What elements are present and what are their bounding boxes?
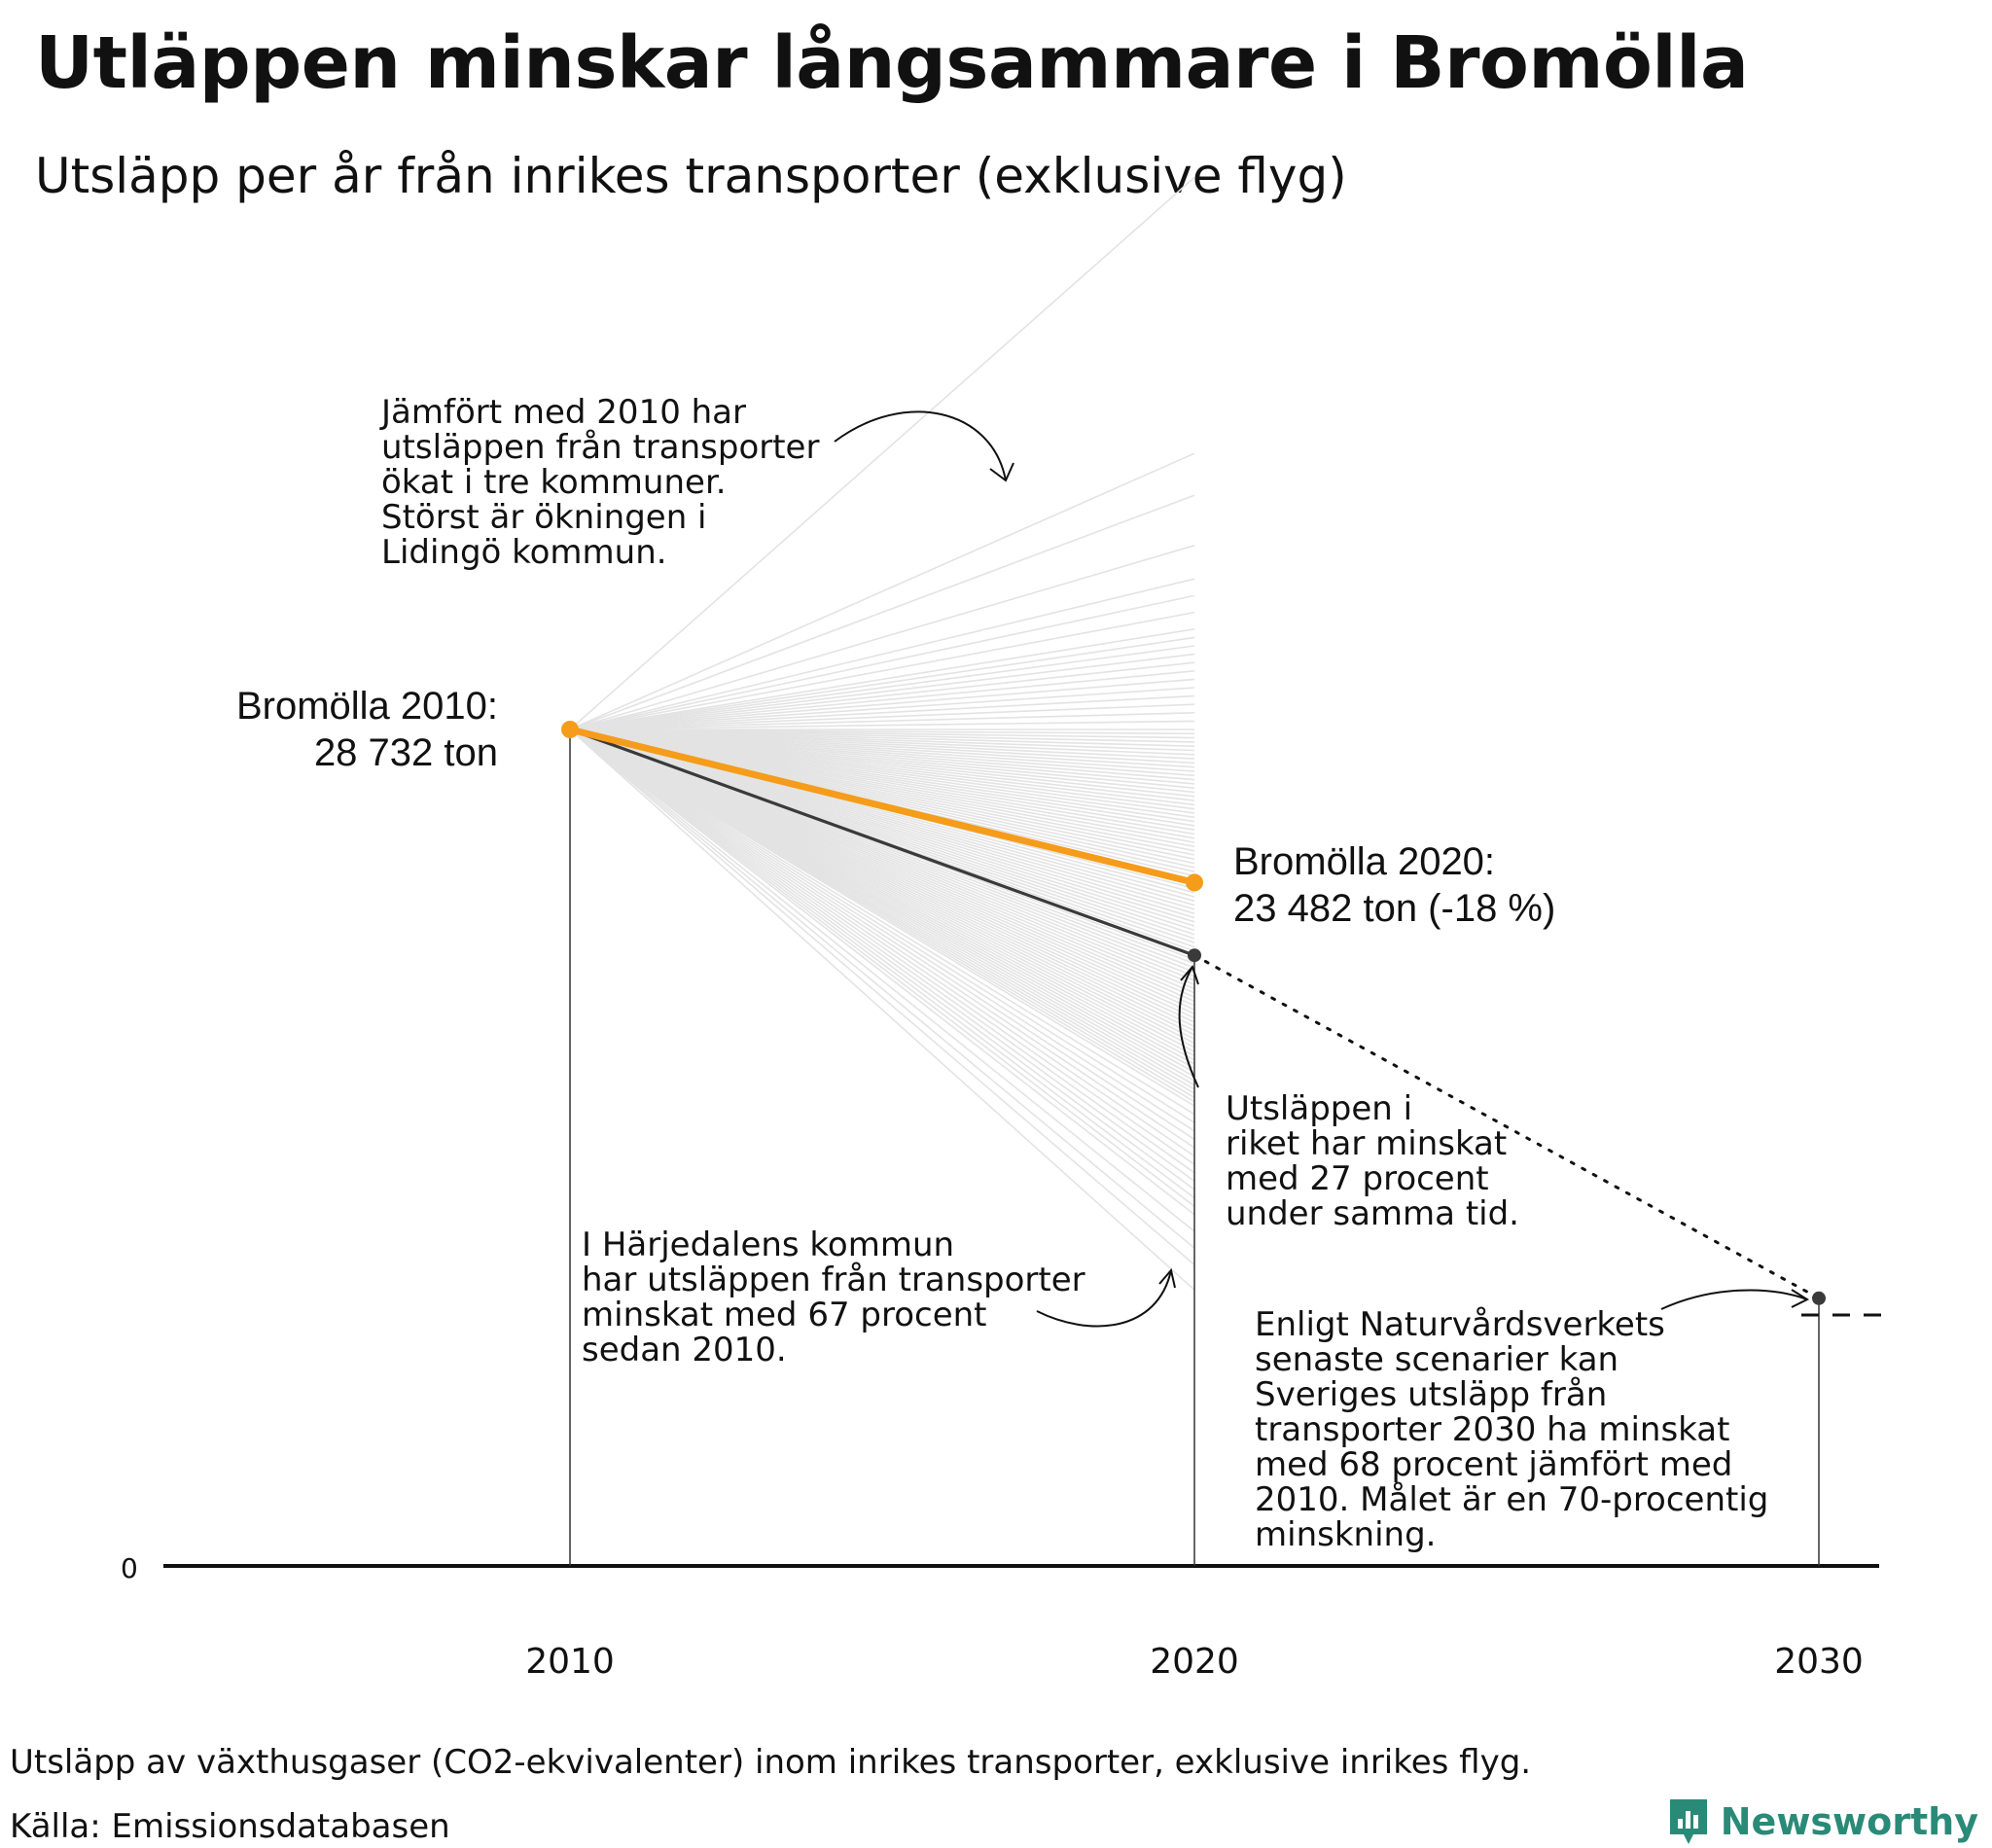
- chart-title: Utläppen minskar långsammare i Bromölla: [35, 21, 1749, 105]
- municipality-line: [570, 613, 1194, 729]
- y-zero-label: 0: [121, 1552, 138, 1584]
- bromolla-2020-label: Bromölla 2020: 23 482 ton (-18 %): [1233, 840, 1556, 930]
- x-tick-label-2030: 2030: [1774, 1642, 1864, 1682]
- municipality-line: [570, 546, 1194, 729]
- scenario-note-arrowhead: [1792, 1290, 1807, 1307]
- brand-name: Newsworthy: [1720, 1800, 1978, 1843]
- newsworthy-logo: [1666, 1797, 1978, 1846]
- bromolla-2010-label: Bromölla 2010: 28 732 ton: [235, 685, 498, 774]
- newsworthy-logo-icon: [1666, 1797, 1711, 1846]
- riket-2020-point: [1188, 948, 1201, 962]
- municipality-line: [570, 662, 1194, 729]
- municipality-lines: [570, 177, 1194, 1290]
- municipality-line: [570, 595, 1194, 729]
- municipality-line: [570, 655, 1194, 729]
- bromolla-2020-point: [1186, 873, 1203, 891]
- national-note: Utsläppen i riket har minskat med 27 procent under samma tid.: [1226, 1089, 1519, 1233]
- scenario-note: Enligt Naturvårdsverkets senaste scenarier kan Sveriges utsläpp från transporter 2030 ha minskat med 68 procent jämfört med 2010. Målet är en 70-procentig minskning.: [1255, 1305, 1769, 1554]
- source-label: Källa: Emissionsdatabasen: [10, 1807, 450, 1846]
- bromolla-2010-point: [561, 721, 579, 738]
- footnote: Utsläpp av växthusgaser (CO2-ekvivalenter) inom inrikes transporter, exklusive inrikes flyg.: [10, 1743, 1532, 1782]
- municipality-line: [570, 579, 1194, 729]
- harjedalen-note: I Härjedalens kommun har utsläppen från transporter minskat med 67 procent sedan 2010.: [582, 1226, 1085, 1369]
- increase-note-arrow: [835, 411, 1006, 480]
- municipality-line: [570, 729, 1194, 1139]
- x-tick-label-2010: 2010: [525, 1642, 615, 1682]
- municipality-line: [570, 696, 1194, 729]
- x-tick-label-2020: 2020: [1150, 1642, 1239, 1682]
- increase-note: Jämfört med 2010 har utsläppen från transporter ökat i tre kommuner. Störst är ökningen i Lidingö kommun.: [381, 393, 820, 572]
- chart-subtitle: Utsläpp per år från inrikes transporter (exklusive flyg): [35, 148, 1347, 204]
- municipality-line: [570, 729, 1194, 1264]
- riket-2030-point: [1812, 1292, 1826, 1305]
